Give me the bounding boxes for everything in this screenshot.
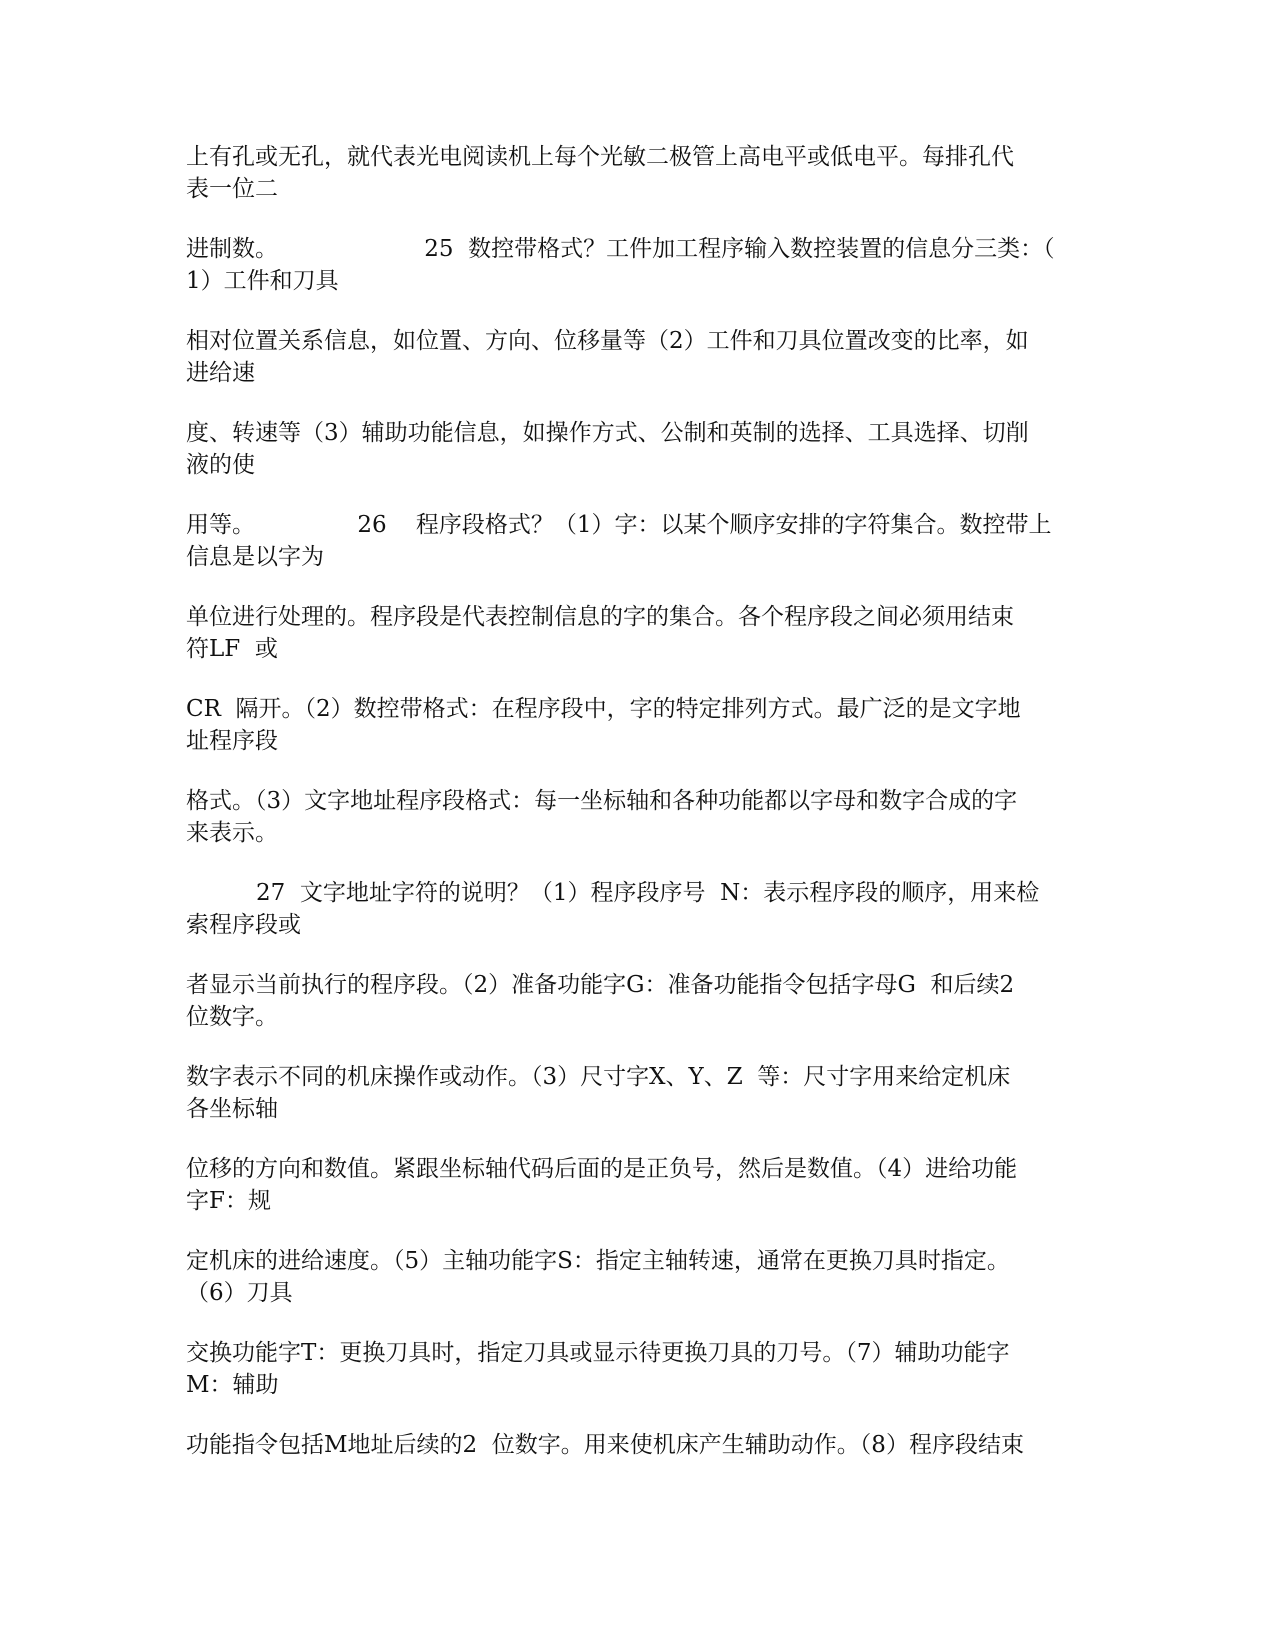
text-line: （6）刀具 <box>186 1280 293 1306</box>
text-line: 27 文字地址字符的说明？（1）程序段序号 N：表示程序段的顺序，用来检 <box>256 880 1040 906</box>
text-line: 字F：规 <box>186 1188 271 1214</box>
text-line: M：辅助 <box>186 1372 279 1398</box>
text-line: 位数字。 <box>186 1004 278 1030</box>
text-line: 功能指令包括M地址后续的2 位数字。用来使机床产生辅助动作。（8）程序段结束 <box>186 1432 1024 1458</box>
paragraph <box>186 1245 1106 1309</box>
text-line: CR 隔开。（2）数控带格式：在程序段中，字的特定排列方式。最广泛的是文字地 <box>186 696 1021 722</box>
text-line: 单位进行处理的。程序段是代表控制信息的字的集合。各个程序段之间必须用结束 <box>186 604 1014 630</box>
text-line: 来表示。 <box>186 820 278 846</box>
paragraph <box>186 1153 1106 1217</box>
text-line: 定机床的进给速度。（5）主轴功能字S：指定主轴转速，通常在更换刀具时指定。 <box>186 1248 1010 1274</box>
paragraph <box>186 785 1106 849</box>
paragraph <box>186 1429 1106 1461</box>
text-line: 表一位二 <box>186 176 278 202</box>
paragraph <box>186 233 1106 297</box>
text-line: 数字表示不同的机床操作或动作。（3）尺寸字X、Y、Z 等：尺寸字用来给定机床 <box>186 1064 1011 1090</box>
text-line: 进给速 <box>186 360 255 386</box>
paragraph <box>186 969 1106 1033</box>
paragraph <box>186 417 1106 481</box>
text-line: 址程序段 <box>186 728 278 754</box>
document-body <box>186 141 1106 1489</box>
text-line: 交换功能字T：更换刀具时，指定刀具或显示待更换刀具的刀号。（7）辅助功能字 <box>186 1340 1010 1366</box>
text-line: 各坐标轴 <box>186 1096 278 1122</box>
text-line: 相对位置关系信息，如位置、方向、位移量等（2）工件和刀具位置改变的比率，如 <box>186 328 1029 354</box>
paragraph <box>186 509 1106 573</box>
text-line: 信息是以字为 <box>186 544 324 570</box>
text-line: 索程序段或 <box>186 912 301 938</box>
text-line: 上有孔或无孔，就代表光电阅读机上每个光敏二极管上高电平或低电平。每排孔代 <box>186 144 1014 170</box>
text-line: 符LF 或 <box>186 636 278 662</box>
text-line: 者显示当前执行的程序段。（2）准备功能字G：准备功能指令包括字母G 和后续2 <box>186 972 1015 998</box>
paragraph <box>186 877 1106 941</box>
paragraph <box>186 601 1106 665</box>
paragraph <box>186 693 1106 757</box>
text-line: 格式。（3）文字地址程序段格式：每一坐标轴和各种功能都以字母和数字合成的字 <box>186 788 1018 814</box>
paragraph <box>186 325 1106 389</box>
text-line: 1）工件和刀具 <box>186 268 339 294</box>
paragraph <box>186 141 1106 205</box>
paragraph <box>186 1061 1106 1125</box>
text-line: 位移的方向和数值。紧跟坐标轴代码后面的是正负号，然后是数值。（4）进给功能 <box>186 1156 1018 1182</box>
paragraph <box>186 1337 1106 1401</box>
text-line: 度、转速等（3）辅助功能信息，如操作方式、公制和英制的选择、工具选择、切削 <box>186 420 1029 446</box>
text-line: 用等。 26 程序段格式？（1）字：以某个顺序安排的字符集合。数控带上 <box>186 512 1052 538</box>
text-line: 进制数。 25 数控带格式？工件加工程序输入数控装置的信息分三类：（ <box>186 236 1055 262</box>
text-line: 液的使 <box>186 452 255 478</box>
